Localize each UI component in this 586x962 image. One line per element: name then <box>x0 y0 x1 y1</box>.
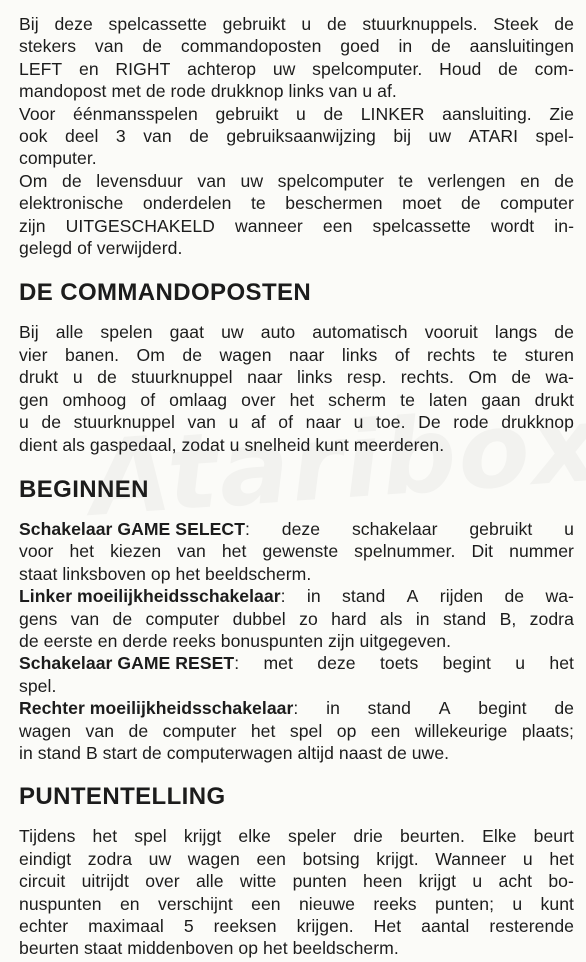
word: u <box>353 412 364 433</box>
text-line <box>19 608 574 630</box>
word: alle <box>195 871 224 892</box>
word: u <box>512 893 523 914</box>
word: gebruikt <box>222 14 286 34</box>
word: in <box>398 36 413 57</box>
word: de <box>554 14 574 34</box>
word: spelcomputer <box>277 170 384 191</box>
word: gen <box>19 389 49 410</box>
word: te <box>250 193 266 214</box>
word: Bij <box>19 322 39 343</box>
word: gaat <box>169 322 205 343</box>
word: banen. <box>64 344 120 365</box>
word: van <box>94 36 124 57</box>
word: Wanneer <box>435 848 507 869</box>
word: hard <box>331 608 367 629</box>
word: deel <box>64 126 99 147</box>
word: gebruikt <box>469 518 533 539</box>
item-label: Rechter moeilijkheidsschakelaar <box>19 698 294 719</box>
word: stuurknuppel <box>131 367 233 388</box>
word: krijgt <box>418 871 457 892</box>
word: en <box>119 893 140 914</box>
word: langs <box>494 322 538 343</box>
beginnen-list <box>19 518 574 764</box>
word: u <box>515 653 526 674</box>
word: computer <box>145 608 220 629</box>
word: punten <box>292 871 347 892</box>
word: deze <box>281 518 321 539</box>
word: spelcomputer. <box>312 58 423 79</box>
word: De <box>418 412 441 433</box>
word: verlengen <box>427 170 506 191</box>
text-line <box>19 893 574 915</box>
word: links <box>297 367 333 388</box>
word: u <box>72 367 83 388</box>
word: spel- <box>535 126 574 147</box>
word: goed <box>340 36 380 57</box>
word: maximaal <box>88 916 164 936</box>
word: computer <box>500 193 574 214</box>
word: moet <box>402 193 442 214</box>
word: elke <box>238 826 271 847</box>
text-line: spel. <box>19 675 57 696</box>
word: de <box>142 36 162 57</box>
word: spelcassette <box>372 215 471 236</box>
word: uw <box>240 170 264 191</box>
word: de <box>128 720 149 741</box>
word: automatisch <box>312 322 408 343</box>
word: bo- <box>548 871 574 892</box>
word: zodra <box>87 848 133 869</box>
word: over <box>145 871 180 892</box>
word: gewenste <box>262 541 339 562</box>
word: begint <box>478 698 527 719</box>
item-colon: : <box>234 653 240 674</box>
item-label-group <box>19 652 239 674</box>
word: de <box>62 170 82 191</box>
word: zodra <box>529 608 574 629</box>
word: naar <box>289 344 325 365</box>
word: een <box>251 893 281 914</box>
word: spel <box>134 826 167 847</box>
item-label-group <box>19 518 250 540</box>
word: met <box>263 653 293 674</box>
word: toets <box>379 653 419 674</box>
word: Om <box>19 170 48 191</box>
word: u <box>19 412 29 433</box>
word: Om <box>136 344 165 365</box>
text-line <box>19 103 574 125</box>
word: rode <box>453 412 489 433</box>
word: als <box>379 608 403 629</box>
text-line: in stand B start de computerwagen altijd naast de uwe. <box>19 742 450 763</box>
word: deze <box>54 14 93 34</box>
word: drukt <box>19 367 59 388</box>
word: gebruiksaanwijzing <box>226 126 376 147</box>
text-line: computer. <box>19 148 97 169</box>
word: verschijnt <box>157 893 233 914</box>
text-line <box>19 915 574 937</box>
word: wordt <box>490 215 535 236</box>
word: sturen <box>524 344 574 365</box>
word: begint <box>442 653 491 674</box>
word: u <box>228 412 239 433</box>
word: Dit <box>471 541 494 562</box>
text-line: mandopost met de rode drukknop links van u af. <box>19 81 397 102</box>
word: de <box>182 344 203 365</box>
document-page <box>19 13 574 960</box>
item-label-group <box>19 585 286 607</box>
word: B, <box>499 608 517 629</box>
word: vooruit <box>424 322 478 343</box>
text-line <box>19 344 574 366</box>
word: uw <box>221 322 244 343</box>
word: dubbel <box>232 608 286 629</box>
word: wanneer <box>235 215 303 236</box>
word: uw <box>272 58 296 79</box>
word: de <box>431 36 451 57</box>
word: u <box>522 848 533 869</box>
word: LINKER <box>360 103 425 124</box>
text-line <box>19 170 574 192</box>
word: beurten. <box>400 826 465 847</box>
word: reeksen <box>213 916 277 936</box>
word: stuurknuppel <box>73 412 175 433</box>
word: circuit <box>19 871 66 892</box>
word: gebruikt <box>215 103 279 124</box>
item-label-group <box>19 697 298 719</box>
section-heading-beginnen: BEGINNEN <box>19 475 149 503</box>
word: commandoposten <box>180 36 322 57</box>
text-line <box>19 321 574 343</box>
word: stuurknuppels. <box>362 14 478 34</box>
text-line <box>19 58 574 80</box>
word: u <box>472 871 483 892</box>
word: in <box>326 698 340 719</box>
word: drukt <box>534 389 574 410</box>
text-line <box>19 720 574 742</box>
word: spel <box>289 720 323 741</box>
word: rechts <box>426 344 476 365</box>
word: Steek <box>493 14 539 34</box>
word: in <box>306 586 321 607</box>
word: omlaag <box>169 389 228 410</box>
word: ATARI <box>468 126 519 147</box>
word: reeks <box>373 893 417 914</box>
word: van <box>85 720 115 741</box>
word: nuspunten <box>19 893 102 914</box>
text-line <box>19 13 574 35</box>
word: het <box>250 720 276 741</box>
word: kunt <box>540 893 574 914</box>
word: stekers <box>19 36 77 57</box>
word: de <box>112 608 133 629</box>
word: laten <box>428 389 468 410</box>
word: RIGHT <box>115 58 171 79</box>
word: krijgt <box>183 826 222 847</box>
word: af <box>250 412 266 433</box>
word: aantal <box>421 916 470 936</box>
text-line <box>19 125 574 147</box>
word: 3 <box>115 126 126 147</box>
word: computer <box>162 720 237 741</box>
word: ook <box>19 126 48 147</box>
word: het <box>221 541 247 562</box>
word: alle <box>55 322 84 343</box>
word: van <box>143 126 172 147</box>
word: acht <box>498 871 533 892</box>
word: en <box>78 58 99 79</box>
item-label: Schakelaar GAME RESET <box>19 653 235 674</box>
word: gens <box>19 608 58 629</box>
word: de <box>554 170 574 191</box>
word: zijn <box>19 215 46 236</box>
word: naar <box>305 412 342 433</box>
word: het <box>289 389 315 410</box>
text-line: gelegd of verwijderd. <box>19 238 183 259</box>
word: A <box>438 698 451 719</box>
word: over <box>241 389 276 410</box>
word: willekeurige <box>414 720 508 741</box>
word: te <box>398 170 414 191</box>
text-line: staat linksboven op het beeldscherm. <box>19 563 312 584</box>
word: te <box>400 389 415 410</box>
word: of <box>394 344 410 365</box>
word: de <box>189 126 209 147</box>
word: botsing <box>302 848 360 869</box>
section-heading-commandoposten: DE COMMANDOPOSTEN <box>19 279 312 307</box>
word: naar <box>247 367 283 388</box>
item-first-line <box>19 652 574 674</box>
word: auto <box>260 322 296 343</box>
word: stand <box>367 698 411 719</box>
word: wagen <box>219 344 272 365</box>
word: schakelaar <box>351 518 438 539</box>
word: wagen <box>187 848 240 869</box>
text-line <box>19 870 574 892</box>
word: stand <box>342 586 386 607</box>
word: heen <box>363 871 403 892</box>
word: LEFT <box>19 58 63 79</box>
word: Bij <box>19 14 39 34</box>
word: resp. <box>346 367 387 388</box>
word: uw <box>148 848 172 869</box>
word: A <box>406 586 419 607</box>
word: in <box>415 608 430 629</box>
word: com- <box>534 58 574 79</box>
word: drie <box>353 826 383 847</box>
word: de <box>323 103 344 124</box>
text-line <box>19 389 574 411</box>
word: bij <box>393 126 412 147</box>
section-heading-puntentelling: PUNTENTELLING <box>19 783 226 811</box>
word: aansluiting. <box>442 103 532 124</box>
word: toe. <box>375 412 406 433</box>
word: vier <box>19 344 48 365</box>
word: elektronische <box>19 193 124 214</box>
word: stand <box>442 608 487 629</box>
word: deze <box>317 653 356 674</box>
word: aansluitingen <box>469 36 574 57</box>
word: achterop <box>187 58 257 79</box>
word: wa- <box>545 367 574 388</box>
word: punten; <box>434 893 495 914</box>
word: kiezen <box>110 541 162 562</box>
text-line <box>19 192 574 214</box>
word: of <box>140 389 156 410</box>
word: de <box>554 698 574 719</box>
word: Tijdens <box>19 826 76 847</box>
item-colon: : <box>293 698 299 719</box>
text-line <box>19 215 574 237</box>
word: van <box>187 412 217 433</box>
word: de <box>498 58 518 79</box>
word: éénmansspelen <box>72 103 198 124</box>
word: spelnummer. <box>354 541 456 562</box>
word: van <box>197 170 226 191</box>
word: het <box>549 653 574 674</box>
word: krijgen. <box>296 916 354 936</box>
word: echter <box>19 916 69 936</box>
word: u <box>296 103 306 124</box>
word: beurt <box>533 826 574 847</box>
text-line <box>19 411 574 433</box>
word: het <box>549 848 574 869</box>
word: Voor <box>19 103 56 124</box>
word: uitrijdt <box>81 871 129 892</box>
word: plaats; <box>521 720 574 741</box>
word: rijden <box>439 586 484 607</box>
word: Elke <box>482 826 517 847</box>
word: eindigt <box>19 848 72 869</box>
text-line: de eerste en derde reeks bonuspunten zijn uitgegeven. <box>19 630 452 651</box>
text-line: beurten staat middenboven op het beeldscherm. <box>19 938 399 959</box>
word: omhoog <box>62 389 127 410</box>
word: de <box>326 14 347 34</box>
word: beschermen <box>285 193 383 214</box>
word: zo <box>299 608 318 629</box>
word: spelen <box>100 322 153 343</box>
intro-paragraph <box>19 13 574 259</box>
word: de <box>554 322 574 343</box>
word: een <box>322 215 353 236</box>
item-first-line <box>19 585 574 607</box>
word: Houd <box>439 58 482 79</box>
text-line <box>19 540 574 562</box>
word: het <box>69 541 95 562</box>
word: resterende <box>489 916 574 936</box>
word: 5 <box>183 916 194 936</box>
text-line: dient als gaspedaal, zodat u snelheid kunt meerderen. <box>19 434 445 455</box>
word: in- <box>554 215 574 236</box>
word: rechts. <box>400 367 454 388</box>
word: de <box>460 193 481 214</box>
word: de <box>511 367 531 388</box>
text-line <box>19 366 574 388</box>
word: wagen <box>19 720 72 741</box>
word: de <box>97 367 117 388</box>
word: links <box>341 344 378 365</box>
word: een <box>370 720 401 741</box>
word: nieuwe <box>298 893 356 914</box>
word: de <box>504 586 525 607</box>
word: op <box>336 720 357 741</box>
item-label: Schakelaar GAME SELECT <box>19 518 245 539</box>
item-colon: : <box>245 518 250 539</box>
text-line <box>19 825 574 847</box>
word: en <box>520 170 540 191</box>
word: witte <box>239 871 277 892</box>
word: uw <box>428 126 452 147</box>
word: u <box>301 14 312 34</box>
word: Om <box>468 367 497 388</box>
word: UITGESCHAKELD <box>65 215 215 236</box>
word: of <box>278 412 294 433</box>
word: u <box>564 518 574 539</box>
word: van <box>70 608 100 629</box>
word: speler <box>288 826 337 847</box>
word: te <box>492 344 508 365</box>
word: nummer <box>509 541 574 562</box>
word: Zie <box>549 103 574 124</box>
word: Het <box>373 916 402 936</box>
word: spelcassette <box>108 14 207 34</box>
item-first-line <box>19 518 574 540</box>
item-first-line <box>19 697 574 719</box>
word: wa- <box>545 586 574 607</box>
item-colon: : <box>280 586 286 607</box>
word: gaan <box>481 389 521 410</box>
word: voor <box>19 541 54 562</box>
word: drukknop <box>501 412 574 433</box>
text-line <box>19 35 574 57</box>
word: onderdelen <box>142 193 232 214</box>
word: levensduur <box>96 170 183 191</box>
word: de <box>41 412 62 433</box>
puntentelling-paragraph <box>19 825 574 959</box>
item-label: Linker moeilijkheidsschakelaar <box>19 586 281 607</box>
word: een <box>256 848 286 869</box>
word: van <box>177 541 206 562</box>
word: krijgt. <box>376 848 419 869</box>
commandoposten-paragraph <box>19 321 574 455</box>
word: scherm <box>328 389 387 410</box>
word: het <box>92 826 118 847</box>
text-line <box>19 848 574 870</box>
